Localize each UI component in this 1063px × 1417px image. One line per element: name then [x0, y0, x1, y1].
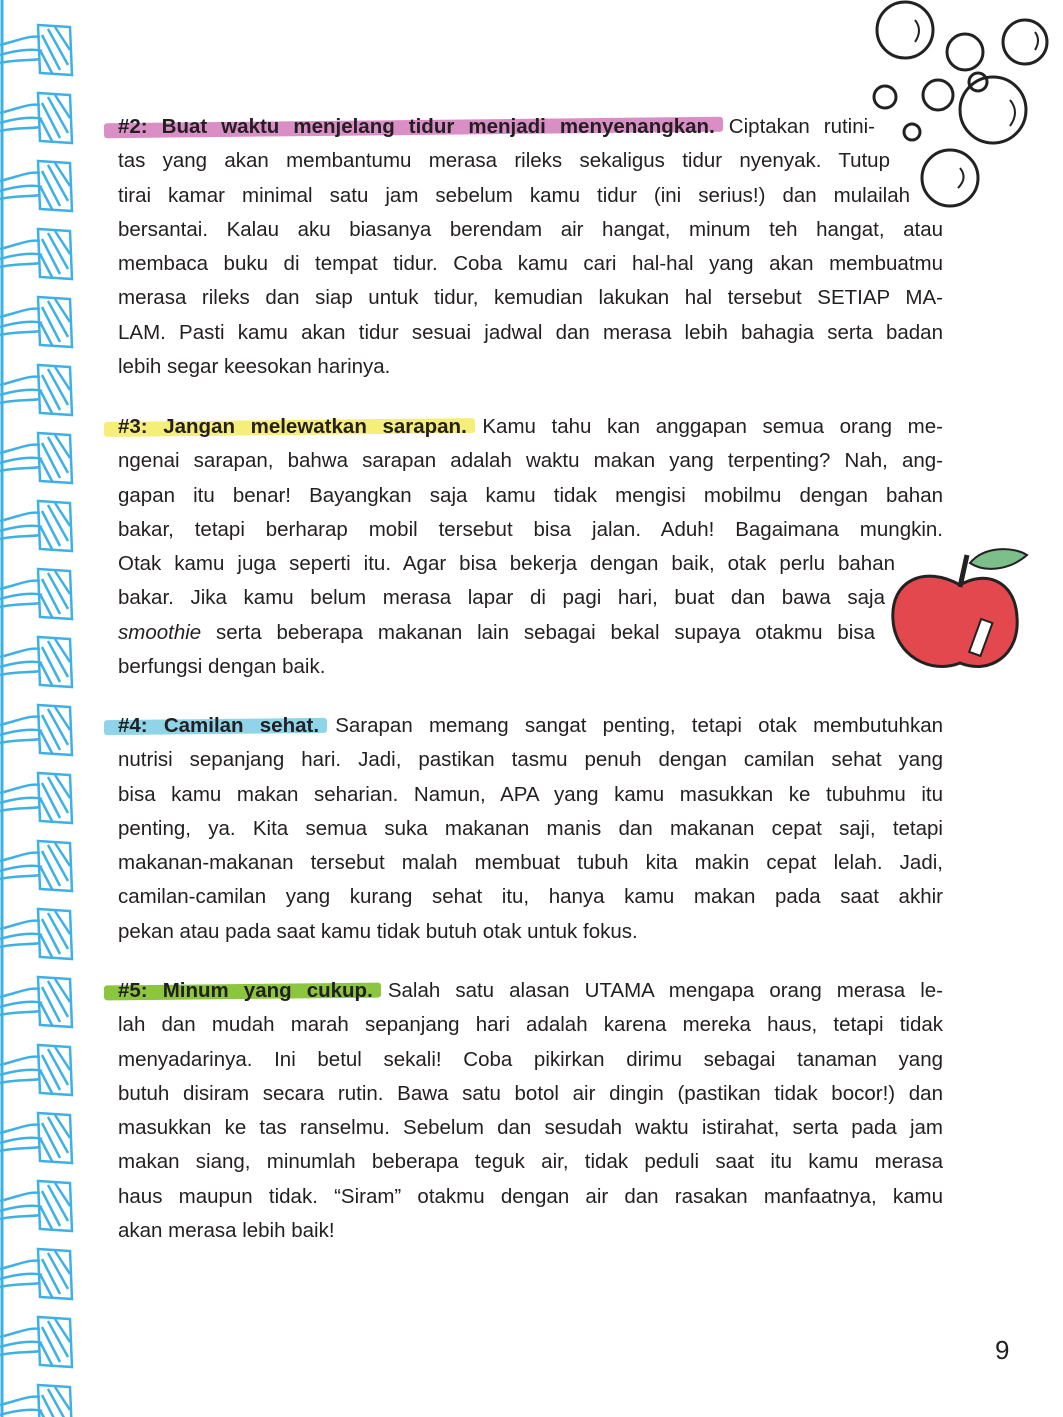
- text-line: [118, 812, 943, 846]
- text-line: [118, 1214, 943, 1248]
- spiral-ring: [0, 773, 72, 823]
- text-line: [118, 179, 910, 213]
- spiral-ring: [0, 365, 72, 415]
- italic-word: smoothie: [118, 620, 202, 644]
- text-line: [118, 410, 943, 444]
- paragraph-p2: [118, 110, 943, 384]
- line-text: LAM. Pasti kamu akan tidur sesuai jadwal dan merasa lebih bahagia serta badan: [118, 320, 943, 344]
- line-text: Kamu tahu kan anggapan semua orang me-: [466, 415, 943, 438]
- text-line: [118, 1043, 943, 1077]
- line-text: bakar. Jika kamu belum merasa lapar di pagi hari, buat dan bawa saja: [118, 586, 885, 610]
- line-text: serta beberapa makanan lain sebagai bekal supaya otakmu bisa: [216, 620, 875, 644]
- text-line: [118, 547, 895, 581]
- line-text: membaca buku di tempat tidur. Coba kamu cari hal-hal yang akan membuatmu: [118, 252, 943, 276]
- line-text: masukkan ke tas ranselmu. Sebelum dan sesudah waktu istirahat, serta pada jam: [118, 1116, 943, 1140]
- spiral-ring: [0, 1113, 72, 1163]
- spiral-ring: [0, 229, 72, 279]
- line-text: gapan itu benar! Bayangkan saja kamu tidak mengisi mobilmu dengan bahan: [118, 483, 943, 507]
- text-line: [118, 444, 943, 478]
- line-text: ngenai sarapan, bahwa sarapan adalah waktu makan yang terpenting? Nah, ang-: [118, 449, 943, 473]
- text-line: [118, 247, 943, 281]
- line-text: berfungsi dengan baik.: [118, 655, 326, 679]
- text-line: [118, 650, 943, 684]
- spiral-ring: [0, 1317, 72, 1367]
- line-text: tirai kamar minimal satu jam sebelum kamu tidur (ini serius!) dan mulailah: [118, 183, 910, 207]
- paragraph-p4: [118, 709, 943, 949]
- line-text: makan siang, minumlah beberapa teguk air, tidak peduli saat itu kamu merasa: [118, 1150, 943, 1174]
- text-line: [118, 880, 943, 914]
- spiral-ring: [0, 433, 72, 483]
- tip-heading: #2: Buat waktu menjelang tidur menjadi menyenangkan.: [118, 115, 715, 138]
- spiral-ring: [0, 501, 72, 551]
- text-line: [118, 846, 943, 880]
- line-text: makanan-makanan tersebut malah membuat tubuh kita makin cepat lelah. Jadi,: [118, 851, 943, 875]
- spiral-ring: [0, 1045, 72, 1095]
- spiral-ring: [0, 1181, 72, 1231]
- line-text: butuh disiram secara rutin. Bawa satu botol air dingin (pastikan tidak bocor!) dan: [118, 1081, 943, 1105]
- line-text: Salah satu alasan UTAMA mengapa orang merasa le-: [372, 979, 944, 1002]
- line-text: camilan-camilan yang kurang sehat itu, hanya kamu makan pada saat akhir: [118, 885, 943, 909]
- tip-heading: #5: Minum yang cukup.: [118, 979, 373, 1002]
- paragraph-p3: [118, 410, 943, 684]
- line-text: lebih segar keesokan harinya.: [118, 355, 391, 379]
- line-text: pekan atau pada saat kamu tidak butuh otak untuk fokus.: [118, 919, 638, 943]
- spiral-ring: [0, 841, 72, 891]
- text-line: [118, 281, 943, 315]
- text-line: [118, 213, 943, 247]
- spiral-ring: [0, 1249, 72, 1299]
- text-line: [118, 581, 885, 615]
- line-text: Ciptakan rutini-: [714, 115, 876, 138]
- line-text: Otak kamu juga seperti itu. Agar bisa bekerja dengan baik, otak perlu bahan: [118, 552, 895, 576]
- text-line: [118, 778, 943, 812]
- text-line: [118, 974, 943, 1008]
- line-text: bersantai. Kalau aku biasanya berendam air hangat, minum teh hangat, atau: [118, 217, 943, 241]
- line-text: tas yang akan membantumu merasa rileks sekaligus tidur nyenyak. Tutup: [118, 149, 890, 173]
- line-text: bisa kamu makan seharian. Namun, APA yang kamu masukkan ke tubuhmu itu: [118, 782, 943, 806]
- tip-heading: #3: Jangan melewatkan sarapan.: [118, 415, 467, 438]
- line-text: penting, ya. Kita semua suka makanan manis dan makanan cepat saji, tetapi: [118, 816, 943, 840]
- text-line: [118, 513, 943, 547]
- text-line: [118, 616, 875, 650]
- text-line: [118, 1008, 943, 1042]
- text-line: [118, 316, 943, 350]
- line-text: akan merasa lebih baik!: [118, 1219, 335, 1243]
- text-line: [118, 479, 943, 513]
- text-line: [118, 709, 943, 743]
- spiral-ring: [0, 705, 72, 755]
- spiral-ring: [0, 637, 72, 687]
- line-text: Sarapan memang sangat penting, tetapi otak membutuhkan: [319, 714, 944, 737]
- notebook-spiral-binding: [0, 0, 90, 1417]
- line-text: lah dan mudah marah sepanjang hari adalah karena mereka haus, tetapi tidak: [118, 1013, 943, 1037]
- text-line: [118, 350, 943, 384]
- tip-heading: #4: Camilan sehat.: [118, 714, 320, 737]
- text-line: [118, 1077, 943, 1111]
- text-line: [118, 915, 943, 949]
- line-text: menyadarinya. Ini betul sekali! Coba pikirkan dirimu sebagai tanaman yang: [118, 1047, 943, 1071]
- spiral-ring: [0, 909, 72, 959]
- spiral-ring: [0, 569, 72, 619]
- text-line: [118, 110, 875, 144]
- text-line: [118, 1180, 943, 1214]
- spiral-ring: [0, 977, 72, 1027]
- line-text: merasa rileks dan siap untuk tidur, kemudian lakukan hal tersebut SETIAP MA-: [118, 286, 943, 310]
- text-line: [118, 1111, 943, 1145]
- text-line: [118, 743, 943, 777]
- spiral-ring: [0, 297, 72, 347]
- paragraph-p5: [118, 974, 943, 1248]
- spiral-ring: [0, 161, 72, 211]
- line-text: haus maupun tidak. “Siram” otakmu dengan air dan rasakan manfaatnya, kamu: [118, 1184, 943, 1208]
- spiral-ring: [0, 25, 72, 75]
- line-text: nutrisi sepanjang hari. Jadi, pastikan tasmu penuh dengan camilan sehat yang: [118, 748, 943, 772]
- text-line: [118, 1145, 943, 1179]
- line-text: bakar, tetapi berharap mobil tersebut bisa jalan. Aduh! Bagaimana mungkin.: [118, 517, 943, 541]
- text-line: [118, 144, 890, 178]
- spiral-ring: [0, 1385, 72, 1417]
- page-number: 9: [995, 1335, 1010, 1365]
- spiral-ring: [0, 93, 72, 143]
